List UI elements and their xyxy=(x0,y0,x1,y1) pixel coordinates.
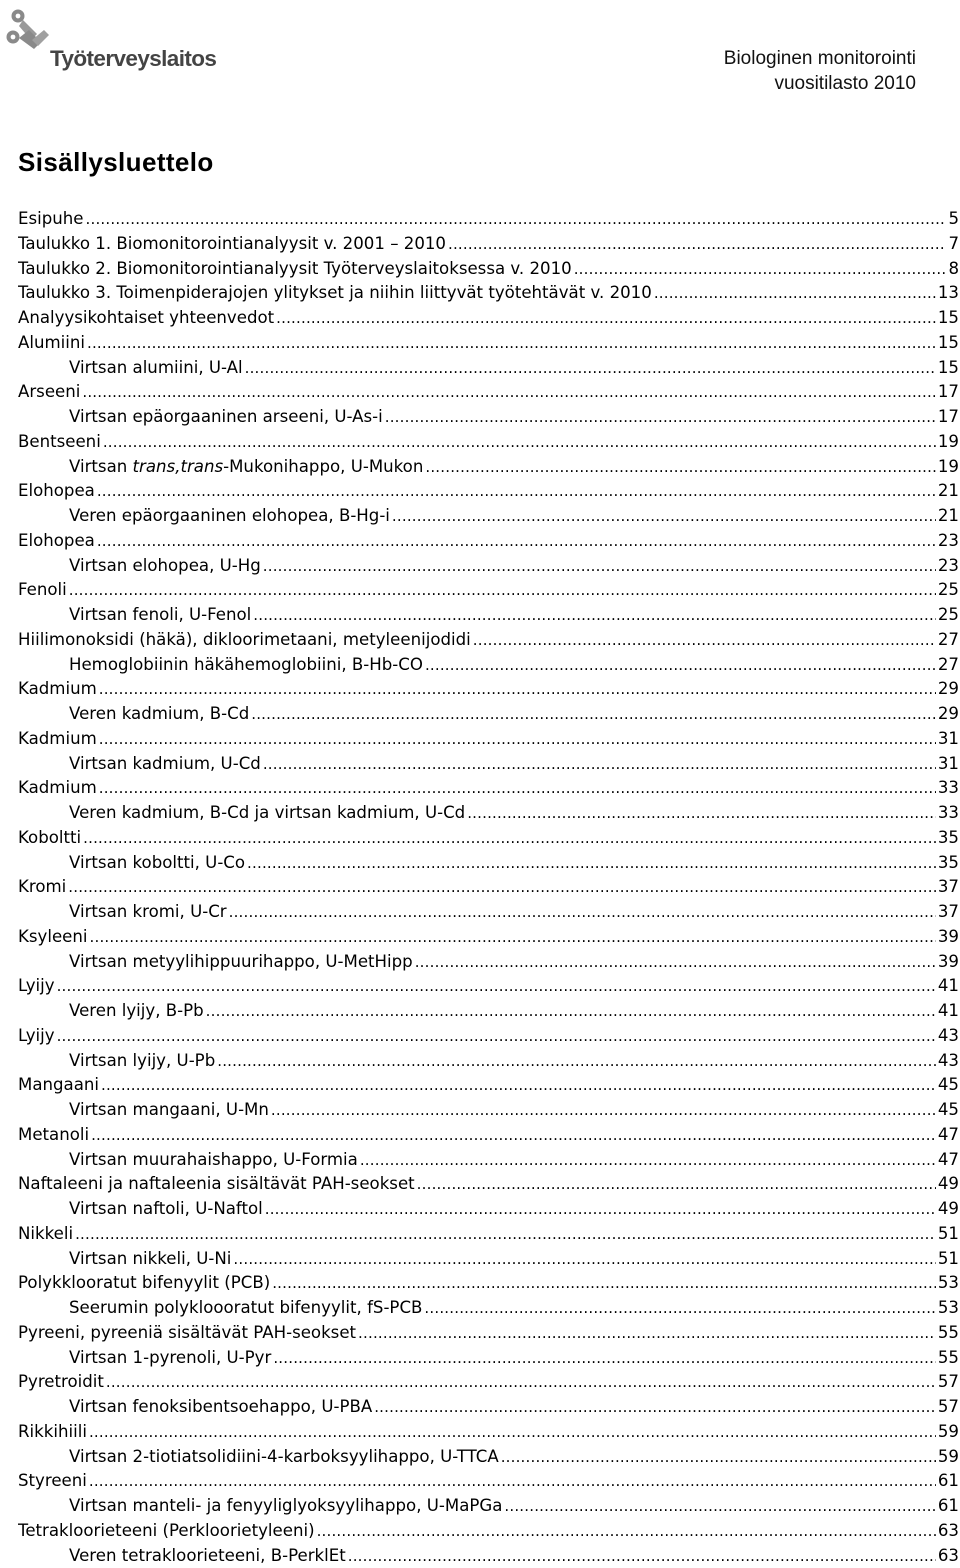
toc-page-number: 47 xyxy=(938,1148,959,1173)
toc-entry-label-italic: trans,trans xyxy=(133,457,224,476)
logo-text: Työterveyslaitos xyxy=(50,46,216,72)
toc-entry-label: Virtsan metyylihippuurihappo, U-MetHipp xyxy=(69,950,413,975)
toc-page-number: 33 xyxy=(938,801,959,826)
toc-leader-dots xyxy=(574,257,947,282)
toc-entry-label: Hiilimonoksidi (häkä), dikloorimetaani, metyleenijodidi xyxy=(18,628,471,653)
toc-leader-dots xyxy=(348,1544,936,1568)
toc-entry-label: Elohopea xyxy=(18,479,95,504)
toc-entry[interactable] xyxy=(18,1395,959,1420)
toc-leader-dots xyxy=(360,1148,936,1173)
toc-page-number: 57 xyxy=(938,1395,959,1420)
doc-title-line1: Biologinen monitorointi xyxy=(724,46,916,71)
toc-page-number: 43 xyxy=(938,1049,959,1074)
toc-leader-dots xyxy=(86,207,947,232)
toc-leader-dots xyxy=(57,974,936,999)
toc-entry[interactable] xyxy=(18,257,959,282)
toc-leader-dots xyxy=(99,677,936,702)
toc-leader-dots xyxy=(103,430,936,455)
toc-entry-label: Esipuhe xyxy=(18,207,84,232)
toc-entry[interactable] xyxy=(18,752,959,777)
toc-page-number: 15 xyxy=(938,356,959,381)
toc-leader-dots xyxy=(233,1247,935,1272)
toc-leader-dots xyxy=(467,801,936,826)
toc-entry-label: Lyijy xyxy=(18,974,55,999)
toc-leader-dots xyxy=(374,1395,936,1420)
toc-page-number: 23 xyxy=(938,554,959,579)
toc-entry[interactable] xyxy=(18,677,959,702)
toc-leader-dots xyxy=(89,1420,936,1445)
toc-entry[interactable] xyxy=(18,1172,959,1197)
toc-entry-label-part: -Mukonihappo, U-Mukon xyxy=(223,457,423,476)
toc-entry[interactable] xyxy=(18,875,959,900)
toc-entry[interactable] xyxy=(18,974,959,999)
toc-leader-dots xyxy=(90,925,936,950)
toc-page-number: 59 xyxy=(938,1445,959,1470)
toc-entry-label: Hemoglobiinin häkähemoglobiini, B-Hb-CO xyxy=(69,653,423,678)
toc-entry-label: Virtsan elohopea, U-Hg xyxy=(69,554,261,579)
toc-entry-label-part: Virtsan xyxy=(69,457,133,476)
toc-entry[interactable] xyxy=(18,504,959,529)
toc-leader-dots xyxy=(263,752,936,777)
toc-entry[interactable] xyxy=(18,950,959,975)
toc-entry[interactable] xyxy=(18,925,959,950)
toc-entry[interactable] xyxy=(18,1123,959,1148)
toc-entry[interactable] xyxy=(18,1346,959,1371)
toc-entry[interactable] xyxy=(18,578,959,603)
toc-leader-dots xyxy=(75,1222,936,1247)
toc-page-number: 41 xyxy=(938,974,959,999)
toc-entry[interactable] xyxy=(18,1494,959,1519)
toc-entry-label: Virtsan manteli- ja fenyyliglyoksyylihappo, U-MaPGa xyxy=(69,1494,502,1519)
toc-entry-label: Virtsan 1-pyrenoli, U-Pyr xyxy=(69,1346,271,1371)
toc-page-number: 63 xyxy=(938,1519,959,1544)
table-of-contents xyxy=(18,207,959,1568)
toc-page-number: 31 xyxy=(938,727,959,752)
toc-page-number: 33 xyxy=(938,776,959,801)
document-header xyxy=(724,46,916,96)
toc-leader-dots xyxy=(358,1321,936,1346)
toc-entry[interactable] xyxy=(18,1519,959,1544)
toc-entry[interactable] xyxy=(18,1024,959,1049)
toc-entry[interactable] xyxy=(18,1469,959,1494)
toc-leader-dots xyxy=(425,455,936,480)
toc-page-number: 41 xyxy=(938,999,959,1024)
toc-entry[interactable] xyxy=(18,232,959,257)
toc-leader-dots xyxy=(68,875,936,900)
toc-page-number: 15 xyxy=(938,306,959,331)
toc-entry-label: Kadmium xyxy=(18,776,97,801)
toc-page-number: 19 xyxy=(938,430,959,455)
toc-entry[interactable] xyxy=(18,1544,959,1568)
toc-page-number: 51 xyxy=(938,1222,959,1247)
toc-entry-label: Naftaleeni ja naftaleenia sisältävät PAH-seokset xyxy=(18,1172,415,1197)
toc-entry[interactable] xyxy=(18,628,959,653)
toc-leader-dots xyxy=(251,702,936,727)
toc-entry[interactable] xyxy=(18,1148,959,1173)
toc-leader-dots xyxy=(654,281,936,306)
toc-entry-label: Virtsan koboltti, U-Co xyxy=(69,851,245,876)
toc-leader-dots xyxy=(229,900,936,925)
toc-leader-dots xyxy=(385,405,936,430)
toc-page-number: 49 xyxy=(938,1197,959,1222)
toc-leader-dots xyxy=(106,1370,936,1395)
toc-leader-dots xyxy=(99,727,936,752)
toc-entry-label: Seerumin polykloooratut bifenyylit, fS-PCB xyxy=(69,1296,422,1321)
toc-entry[interactable] xyxy=(18,455,959,480)
toc-page-number: 51 xyxy=(938,1247,959,1272)
toc-entry-label: Virtsan muurahaishappo, U-Formia xyxy=(69,1148,358,1173)
toc-page-number: 29 xyxy=(938,702,959,727)
toc-entry-label: Pyretroidit xyxy=(18,1370,104,1395)
toc-entry[interactable] xyxy=(18,405,959,430)
toc-entry[interactable] xyxy=(18,776,959,801)
toc-leader-dots xyxy=(253,603,936,628)
toc-entry-label: Ksyleeni xyxy=(18,925,88,950)
toc-leader-dots xyxy=(392,504,936,529)
toc-page-number: 45 xyxy=(938,1073,959,1098)
toc-entry[interactable] xyxy=(18,529,959,554)
toc-page-number: 35 xyxy=(938,826,959,851)
toc-entry-label: Virtsan kadmium, U-Cd xyxy=(69,752,261,777)
toc-entry[interactable] xyxy=(18,1445,959,1470)
toc-page-number: 7 xyxy=(948,232,959,257)
toc-entry[interactable] xyxy=(18,1098,959,1123)
toc-entry[interactable] xyxy=(18,999,959,1024)
toc-page-number: 45 xyxy=(938,1098,959,1123)
toc-page-number: 17 xyxy=(938,405,959,430)
toc-leader-dots xyxy=(217,1049,936,1074)
toc-page-number: 39 xyxy=(938,925,959,950)
toc-entry-label: Elohopea xyxy=(18,529,95,554)
toc-entry[interactable] xyxy=(18,603,959,628)
toc-leader-dots xyxy=(99,776,936,801)
toc-entry[interactable] xyxy=(18,1197,959,1222)
toc-entry[interactable] xyxy=(18,554,959,579)
toc-page-number: 59 xyxy=(938,1420,959,1445)
toc-entry[interactable] xyxy=(18,1049,959,1074)
toc-page-number: 27 xyxy=(938,628,959,653)
toc-leader-dots xyxy=(265,1197,936,1222)
toc-page-number: 15 xyxy=(938,331,959,356)
toc-page-number: 39 xyxy=(938,950,959,975)
toc-entry-label: Virtsan kromi, U-Cr xyxy=(69,900,227,925)
toc-page-number: 29 xyxy=(938,677,959,702)
toc-entry[interactable] xyxy=(18,1247,959,1272)
toc-leader-dots xyxy=(473,628,936,653)
toc-leader-dots xyxy=(91,1123,936,1148)
toc-entry[interactable] xyxy=(18,702,959,727)
toc-page-number: 37 xyxy=(938,875,959,900)
toc-entry-label: Virtsan fenoli, U-Fenol xyxy=(69,603,251,628)
toc-entry[interactable] xyxy=(18,801,959,826)
toc-entry-label: Taulukko 3. Toimenpiderajojen ylitykset ja niihin liittyvät työtehtävät v. 2010 xyxy=(18,281,652,306)
toc-entry[interactable] xyxy=(18,1370,959,1395)
toc-page-number: 61 xyxy=(938,1494,959,1519)
toc-entry[interactable] xyxy=(18,727,959,752)
toc-page-number: 55 xyxy=(938,1321,959,1346)
toc-page-number: 57 xyxy=(938,1370,959,1395)
toc-entry-label: Fenoli xyxy=(18,578,67,603)
toc-leader-dots xyxy=(273,1346,936,1371)
toc-page-number: 13 xyxy=(938,281,959,306)
toc-entry-label: Virtsan mangaani, U-Mn xyxy=(69,1098,269,1123)
toc-entry-label: Bentseeni xyxy=(18,430,101,455)
toc-entry-label: Nikkeli xyxy=(18,1222,73,1247)
toc-entry-label: Mangaani xyxy=(18,1073,99,1098)
toc-leader-dots xyxy=(417,1172,936,1197)
toc-leader-dots xyxy=(57,1024,936,1049)
toc-entry[interactable] xyxy=(18,1073,959,1098)
toc-entry-label: Virtsan 2-tiotiatsolidiini-4-karboksyylihappo, U-TTCA xyxy=(69,1445,499,1470)
toc-entry-label: Veren kadmium, B-Cd xyxy=(69,702,249,727)
toc-entry-label: Alumiini xyxy=(18,331,85,356)
toc-entry-label: Veren epäorgaaninen elohopea, B-Hg-i xyxy=(69,504,390,529)
toc-page-number: 19 xyxy=(938,455,959,480)
toc-leader-dots xyxy=(97,529,936,554)
toc-leader-dots xyxy=(69,578,936,603)
toc-leader-dots xyxy=(83,826,936,851)
toc-entry-label: Virtsan naftoli, U-Naftol xyxy=(69,1197,263,1222)
toc-entry[interactable] xyxy=(18,430,959,455)
toc-entry-label: Tetrakloorieteeni (Perkloorietyleeni) xyxy=(18,1519,315,1544)
doc-title-line2: vuositilasto 2010 xyxy=(724,71,916,96)
toc-entry-label: Rikkihiili xyxy=(18,1420,87,1445)
toc-entry[interactable] xyxy=(18,281,959,306)
toc-entry-label: Koboltti xyxy=(18,826,81,851)
toc-entry-label: Virtsan alumiini, U-Al xyxy=(69,356,243,381)
toc-entry[interactable] xyxy=(18,851,959,876)
toc-leader-dots xyxy=(206,999,936,1024)
toc-page-number: 55 xyxy=(938,1346,959,1371)
toc-entry-label: Kadmium xyxy=(18,727,97,752)
toc-leader-dots xyxy=(276,306,936,331)
toc-leader-dots xyxy=(271,1098,936,1123)
toc-entry[interactable] xyxy=(18,1296,959,1321)
toc-entry-label: Veren lyijy, B-Pb xyxy=(69,999,204,1024)
toc-entry[interactable] xyxy=(18,479,959,504)
logo[interactable] xyxy=(4,4,219,74)
toc-page-number: 47 xyxy=(938,1123,959,1148)
toc-page-number: 37 xyxy=(938,900,959,925)
toc-entry[interactable] xyxy=(18,207,959,232)
toc-page-number: 25 xyxy=(938,578,959,603)
toc-leader-dots xyxy=(82,380,936,405)
toc-leader-dots xyxy=(101,1073,936,1098)
toc-entry-label: Kadmium xyxy=(18,677,97,702)
toc-page-number: 23 xyxy=(938,529,959,554)
toc-entry-label: Styreeni xyxy=(18,1469,87,1494)
toc-entry[interactable] xyxy=(18,653,959,678)
toc-leader-dots xyxy=(89,1469,936,1494)
toc-page-number: 31 xyxy=(938,752,959,777)
toc-entry-label: Virtsan fenoksibentsoehappo, U-PBA xyxy=(69,1395,372,1420)
toc-leader-dots xyxy=(448,232,946,257)
toc-page-number: 53 xyxy=(938,1296,959,1321)
toc-entry-label: Arseeni xyxy=(18,380,80,405)
toc-entry[interactable] xyxy=(18,380,959,405)
toc-leader-dots xyxy=(87,331,936,356)
toc-leader-dots xyxy=(97,479,936,504)
toc-entry-label: Polykklooratut bifenyylit (PCB) xyxy=(18,1271,270,1296)
toc-leader-dots xyxy=(317,1519,936,1544)
page-title: Sisällysluettelo xyxy=(18,147,214,178)
toc-entry[interactable] xyxy=(18,1222,959,1247)
toc-entry-label: Virtsan epäorgaaninen arseeni, U-As-i xyxy=(69,405,383,430)
toc-entry[interactable] xyxy=(18,1321,959,1346)
toc-entry-label: Taulukko 2. Biomonitorointianalyysit Työterveyslaitoksessa v. 2010 xyxy=(18,257,572,282)
toc-leader-dots xyxy=(263,554,936,579)
toc-leader-dots xyxy=(247,851,936,876)
toc-entry-label: Lyijy xyxy=(18,1024,55,1049)
toc-entry-label: Virtsan nikkeli, U-Ni xyxy=(69,1247,231,1272)
toc-entry-label: Kromi xyxy=(18,875,66,900)
toc-entry[interactable] xyxy=(18,1271,959,1296)
toc-entry[interactable] xyxy=(18,331,959,356)
toc-leader-dots xyxy=(501,1445,936,1470)
toc-page-number: 35 xyxy=(938,851,959,876)
toc-leader-dots xyxy=(424,1296,935,1321)
toc-leader-dots xyxy=(415,950,936,975)
toc-leader-dots xyxy=(425,653,936,678)
toc-entry-label: Metanoli xyxy=(18,1123,89,1148)
toc-page-number: 8 xyxy=(948,257,959,282)
toc-leader-dots xyxy=(504,1494,935,1519)
toc-page-number: 21 xyxy=(938,504,959,529)
toc-entry-label: Veren kadmium, B-Cd ja virtsan kadmium, U-Cd xyxy=(69,801,465,826)
toc-entry[interactable] xyxy=(18,1420,959,1445)
toc-page-number: 5 xyxy=(948,207,959,232)
toc-entry[interactable] xyxy=(18,900,959,925)
toc-entry[interactable] xyxy=(18,356,959,381)
toc-leader-dots xyxy=(272,1271,936,1296)
toc-entry-label: Pyreeni, pyreeniä sisältävät PAH-seokset xyxy=(18,1321,356,1346)
toc-page-number: 63 xyxy=(938,1544,959,1568)
toc-entry-label: Taulukko 1. Biomonitorointianalyysit v. 2001 – 2010 xyxy=(18,232,446,257)
toc-leader-dots xyxy=(245,356,936,381)
toc-page-number: 17 xyxy=(938,380,959,405)
toc-page-number: 21 xyxy=(938,479,959,504)
toc-entry-label: Virtsan lyijy, U-Pb xyxy=(69,1049,215,1074)
toc-page-number: 49 xyxy=(938,1172,959,1197)
toc-page-number: 43 xyxy=(938,1024,959,1049)
toc-page-number: 61 xyxy=(938,1469,959,1494)
toc-entry-label: Analyysikohtaiset yhteenvedot xyxy=(18,306,274,331)
toc-page-number: 25 xyxy=(938,603,959,628)
toc-entry[interactable] xyxy=(18,826,959,851)
toc-entry-label xyxy=(69,455,423,480)
toc-page-number: 53 xyxy=(938,1271,959,1296)
toc-entry-label: Veren tetrakloorieteeni, B-PerklEt xyxy=(69,1544,346,1568)
toc-entry[interactable] xyxy=(18,306,959,331)
toc-page-number: 27 xyxy=(938,653,959,678)
